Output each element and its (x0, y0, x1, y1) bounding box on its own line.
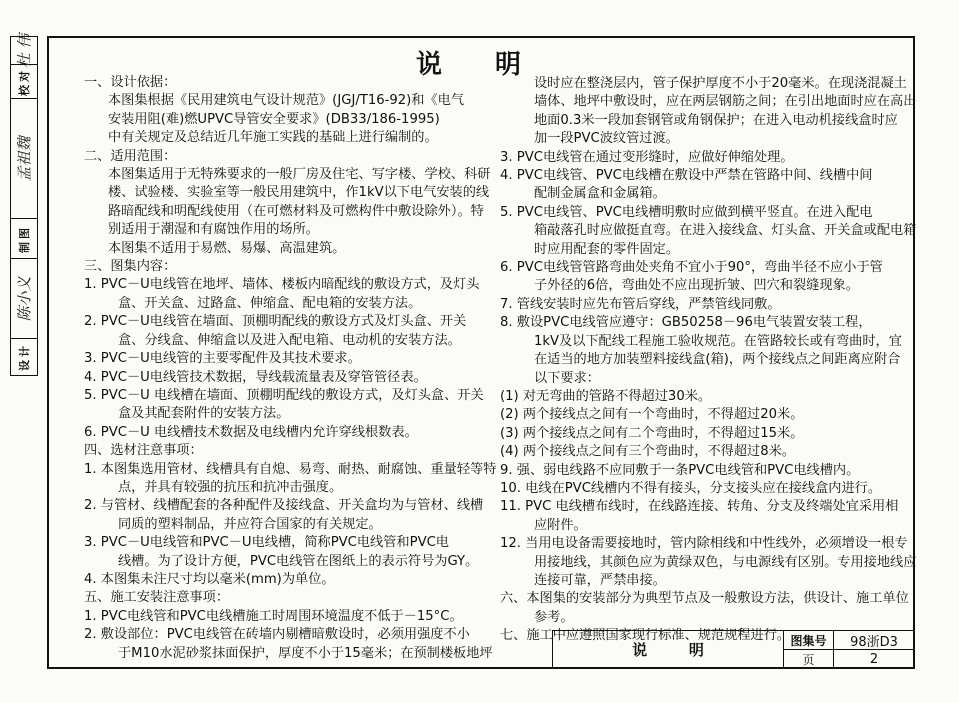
text-line: 路暗配线和明配线使用（在可燃材料及可燃构件中敷设除外）。特 (108, 203, 484, 219)
text-line: 二、适用范围： (84, 148, 177, 164)
atlas-no-label: 图集号 (784, 631, 834, 650)
text-line: 五、施工安装注意事项： (84, 590, 230, 606)
text-line: 子外径的6倍，弯曲处不应出现折皱、凹穴和裂缝现象。 (534, 278, 859, 294)
text-line: 10. 电线在PVC线槽内不得有接头，分支接头应在接线盒内进行。 (500, 480, 882, 496)
text-line: 3. PVC－U电线管和PVC－U电线槽，简称PVC电线管和PVC电 (84, 535, 449, 551)
text-line: 四、选材注意事项： (84, 443, 203, 459)
text-line: 1. PVC电线管和PVC电线槽施工时周围环境温度不低于－15°C。 (84, 608, 463, 624)
text-line: 楼、试验楼、实验室等一般民用建筑中，作1kV以下电气安装的线 (108, 185, 490, 201)
text-line: 9. 强、弱电线路不应同敷于一条PVC电线管和PVC电线槽内。 (500, 462, 860, 478)
text-line: 8. 敷设PVC电线管应遵守：GB50258－96电气装置安装工程， (500, 315, 872, 331)
text-line: 墙体、地坪中敷设时，应在两层钢筋之间；在引出地面时应在高出 (534, 94, 917, 110)
text-line: 于M10水泥砂浆抹面保护，厚度不小于15毫米；在预制楼板地坪 (118, 645, 493, 661)
check-label: 校对 (18, 67, 31, 96)
title-block-name: 说 明 (553, 631, 784, 668)
text-line: 参考。 (534, 609, 574, 625)
text-line: 用接地线，其颜色应为黄绿双色，与电源线有区别。专用接地线应 (534, 554, 917, 570)
text-line: 4. PVC电线管、PVC电线槽在敷设中严禁在管路中间、线槽中间 (500, 168, 873, 184)
text-line: 中有关规定及总结近几年施工实践的基础上进行编制的。 (108, 130, 438, 146)
text-line: 在适当的地方加装塑料接线盒(箱)，两个接线点之间距离应附合 (534, 352, 901, 368)
text-line: 安装用阻(难)燃UPVC导管安全要求》(DB33/186-1995) (108, 111, 440, 127)
right-text-column (500, 75, 917, 646)
draw-label: 制图 (18, 224, 31, 253)
text-line: 配制金属盒和金属箱。 (534, 186, 666, 202)
text-line: 7. 管线安装时应先布管后穿线，严禁管线同敷。 (500, 296, 781, 312)
text-line: 六、本图集的安装部分为典型节点及一般敷设方法，供设计、施工单位 (500, 591, 909, 607)
text-line: 3. PVC－U电线管的主要零配件及其技术要求。 (84, 351, 361, 367)
text-line: 盒及其配套附件的安装方法。 (118, 406, 290, 422)
text-line: 同质的塑料制品，并应符合国家的有关规定。 (118, 516, 382, 532)
text-line: (3) 两个接线点之间有二个弯曲时，不得超过15米。 (500, 425, 804, 441)
text-line: 3. PVC电线管在通过变形缝时，应做好伸缩处理。 (500, 149, 794, 165)
text-line: 4. 本图集未注尺寸均以毫米(mm)为单位。 (84, 571, 335, 587)
text-line: 设时应在整浇层内，管子保护厚度不小于20毫米。在现浇混凝土 (534, 76, 907, 91)
text-line: 三、图集内容： (84, 259, 177, 275)
text-line: 2. PVC－U电线管在墙面、顶棚明配线的敷设方式及灯头盒、开关 (84, 314, 467, 330)
design-signature: 陈小义 (15, 275, 34, 322)
text-line: 一、设计依据： (84, 75, 177, 90)
text-line: 2. 敷设部位：PVC电线管在砖墙内剔槽暗敷设时，必须用强度不小 (84, 627, 470, 643)
text-line: 应附件。 (534, 517, 587, 533)
text-line: 本图集不适用于易燃、易爆、高温建筑。 (108, 240, 346, 256)
text-line: 盒、开关盒、过路盒、伸缩盒、配电箱的安装方法。 (118, 295, 422, 311)
page-number: 2 (869, 651, 879, 667)
text-line: 本图集根据《民用建筑电气设计规范》(JGJ/T16-92)和《电气 (108, 93, 465, 109)
page-label: 页 (784, 650, 834, 668)
text-line: 箱敲落孔时应做挺直弯。在进入接线盒、灯头盒、开关盒或配电箱 (534, 223, 917, 239)
text-line: 1. PVC－U电线管在地坪、墙体、楼板内暗配线的敷设方式，及灯头 (84, 277, 480, 293)
text-line: 5. PVC电线管、PVC电线槽明敷时应做到横平竖直。在进入配电 (500, 204, 873, 220)
text-line: 点，并具有较强的抗压和抗冲击强度。 (118, 479, 343, 495)
draw-sig-cell (11, 99, 37, 219)
design-label: 设计 (18, 343, 31, 371)
text-line: 本图集适用于无特殊要求的一般厂房及住宅、写字楼、学校、科研 (108, 167, 491, 183)
text-line: 盒、分线盒、伸缩盒以及进入配电箱、电动机的安装方法。 (118, 332, 461, 348)
text-line: 以下要求： (534, 370, 600, 386)
text-line: 2. 与管材、线槽配套的各种配件及接线盒、开关盒均为与管材、线槽 (84, 498, 484, 514)
check-signature: 杜 伟 (15, 33, 34, 68)
page-title: 说 明 (415, 50, 544, 80)
design-label-cell (11, 339, 37, 375)
text-line: 12. 当用电设备需要接地时，管内除相线和中性线外，必须增设一根专 (500, 536, 908, 552)
draw-signature: 孟祖魏 (15, 135, 34, 182)
text-line: 1. 本图集选用管材、线槽具有自熄、易弯、耐热、耐腐蚀、重量轻等特 (84, 461, 497, 477)
text-line: 4. PVC－U电线管技术数据，导线载流量表及穿管管径表。 (84, 369, 427, 385)
text-line: 七、施工中应遵照国家现行标准、规范规程进行。 (500, 628, 791, 644)
text-line: 线槽。为了设计方便，PVC电线管在图纸上的表示符号为GY。 (118, 553, 479, 569)
text-line: (2) 两个接线点之间有一个弯曲时，不得超过20米。 (500, 407, 804, 423)
text-line: 别适用于潮湿和有腐蚀作用的场所。 (108, 222, 319, 238)
text-line: 6. PVC－U 电线槽技术数据及电线槽内允许穿线根数表。 (84, 424, 418, 440)
text-line: 地面0.3米一段加套钢管或角钢保护；在进入电动机接线盒时应 (534, 112, 898, 128)
text-line: 5. PVC－U 电线槽在墙面、顶棚明配线的敷设方式，及灯头盒、开关 (84, 387, 484, 403)
text-line: 11. PVC 电线槽布线时，在线路连接、转角、分支及终端处宜采用相 (500, 499, 899, 515)
left-text-column (84, 74, 496, 663)
text-line: (4) 两个接线点之间有三个弯曲时，不得超过8米。 (500, 444, 796, 460)
atlas-no-value: 98浙D3 (834, 631, 914, 650)
signature-block (10, 33, 38, 376)
text-line: (1) 对无弯曲的管路不得超过30米。 (500, 388, 712, 404)
text-line: 时应用配套的零件固定。 (534, 241, 680, 257)
title-block (552, 630, 915, 669)
text-line: 加一段PVC波纹管过渡。 (534, 131, 679, 147)
draw-label-cell (11, 219, 37, 259)
text-line: 1kV及以下配线工程施工验收规范。在管路较长或有弯曲时，宜 (534, 333, 902, 349)
text-line: 连接可靠，严禁串接。 (534, 572, 666, 588)
text-line: 6. PVC电线管管路弯曲处夹角不宜小于90°，弯曲半径不应小于管 (500, 260, 883, 276)
design-sig-cell (11, 259, 37, 339)
